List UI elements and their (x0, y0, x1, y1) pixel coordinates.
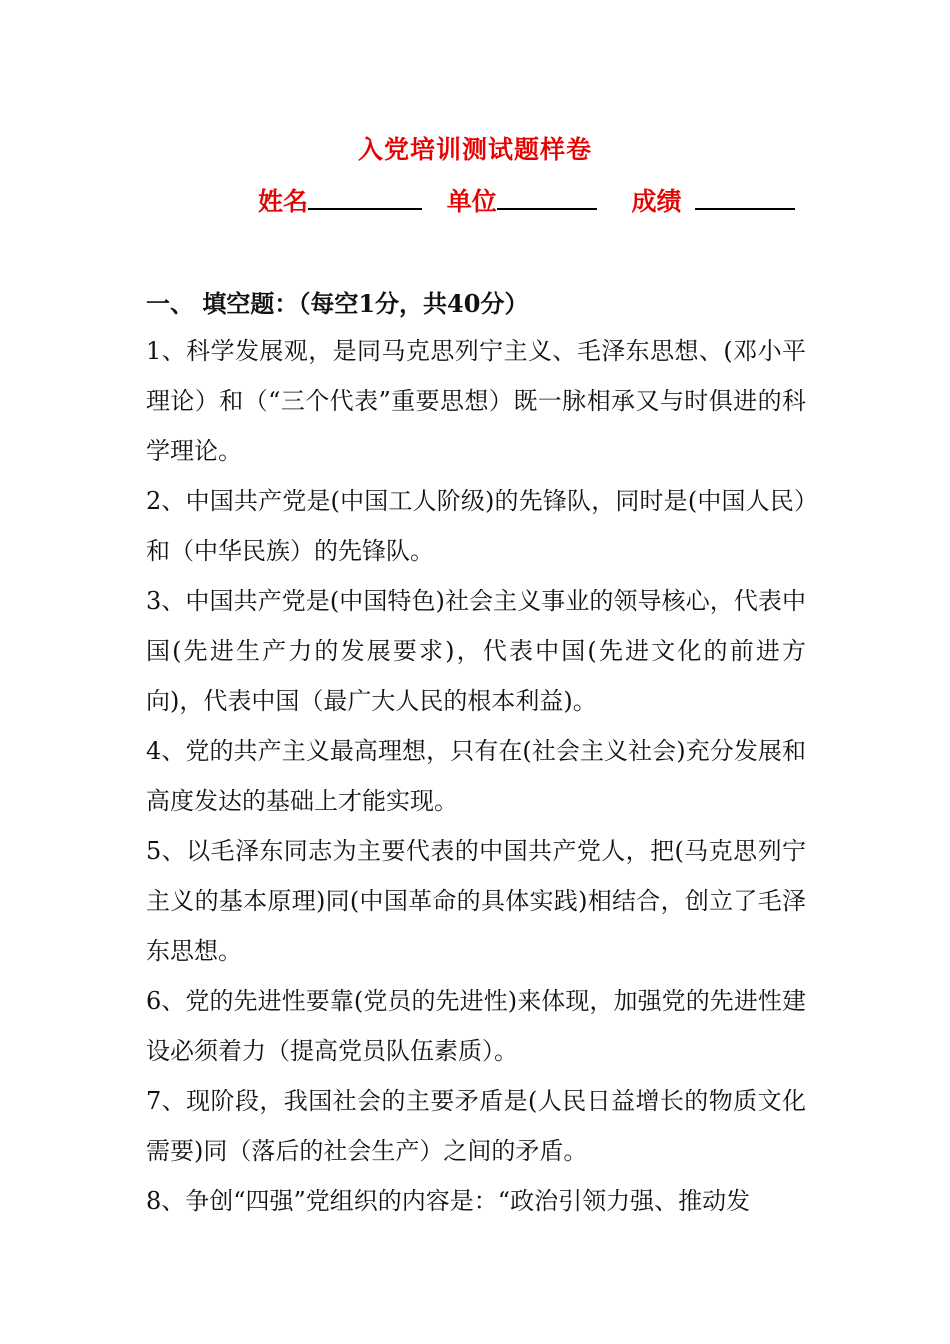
document-title: 入党培训测试题样卷 (357, 135, 592, 164)
question-item: 1、科学发展观，是同马克思列宁主义、毛泽东思想、(邓小平理论）和（“三个代表”重要思想）既一脉相承又与时俱进的科学理论。 (146, 337, 806, 465)
question-item: 6、党的先进性要靠(党员的先进性)来体现，加强党的先进性建设必须着力（提高党员队伍素质）。 (146, 987, 806, 1065)
question-item: 4、党的共产主义最高理想，只有在(社会主义社会)充分发展和高度发达的基础上才能实现。 (146, 737, 806, 815)
question-item: 3、中国共产党是(中国特色)社会主义事业的领导核心，代表中国(先进生产力的发展要求)，代表中国(先进文化的前进方向)，代表中国（最广大人民的根本利益)。 (146, 587, 806, 715)
question-item: 8、争创“四强”党组织的内容是：“政治引领力强、推动发 (146, 1187, 751, 1215)
question-list (146, 326, 830, 1226)
score-blank-line[interactable] (695, 184, 795, 210)
section-heading: 一、 填空题：（每空1分，共40分） (146, 289, 529, 318)
header-fields (258, 182, 795, 218)
unit-label: 单位 (446, 187, 497, 216)
score-label: 成绩 (631, 187, 682, 216)
name-label: 姓名 (258, 187, 309, 216)
name-blank-line[interactable] (308, 184, 422, 210)
unit-blank-line[interactable] (497, 184, 597, 210)
question-item: 2、中国共产党是(中国工人阶级)的先锋队，同时是(中国人民） 和（中华民族）的先锋队。 (146, 487, 830, 565)
question-item: 7、现阶段，我国社会的主要矛盾是(人民日益增长的物质文化需要)同（落后的社会生产）之间的矛盾。 (146, 1087, 806, 1165)
question-item: 5、以毛泽东同志为主要代表的中国共产党人，把(马克思列宁主义的基本原理)同(中国革命的具体实践)相结合，创立了毛泽东思想。 (146, 837, 806, 965)
